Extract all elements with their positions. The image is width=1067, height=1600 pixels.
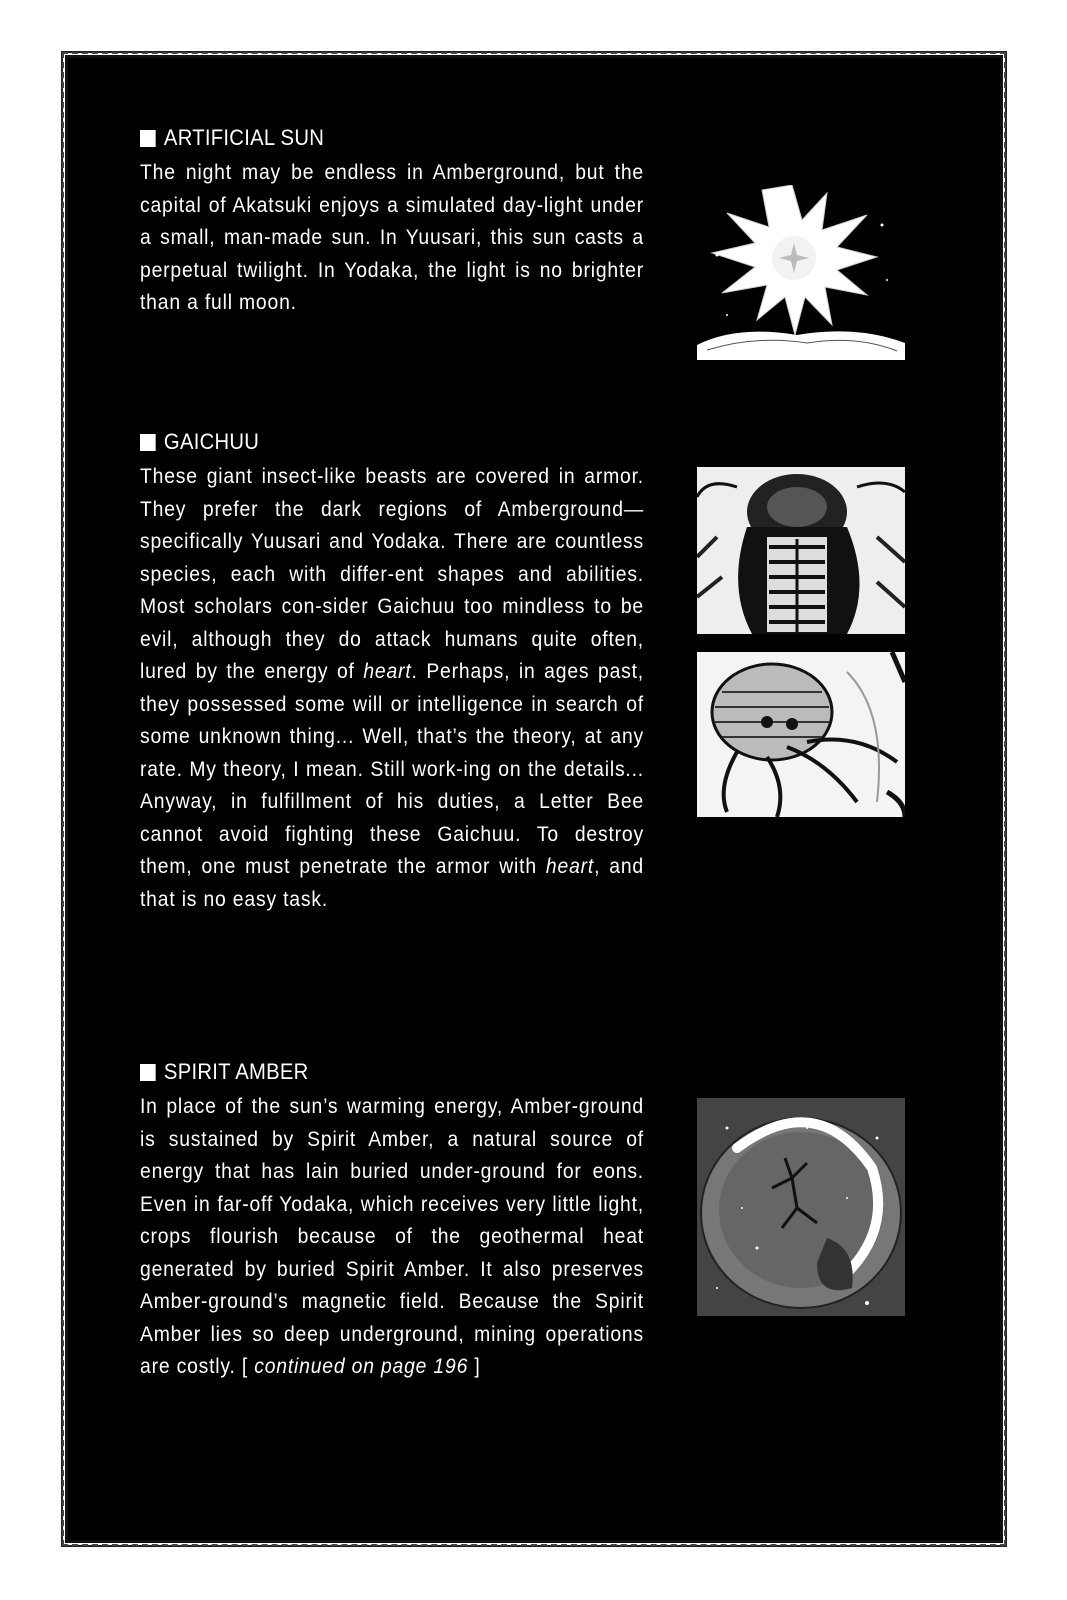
section-artificial-sun bbox=[140, 124, 645, 319]
section-body bbox=[140, 156, 645, 319]
gaichuu-illustration-top bbox=[697, 467, 905, 634]
section-body bbox=[140, 1090, 645, 1383]
body-paragraph: The night may be endless in Amberground, but the capital of Akatsuki enjoys a simulated day-light under a small, man-made sun. In Yuusari, this sun casts a perpetual twilight. In Yodaka, the light is no brighter than a full moon. bbox=[140, 160, 644, 314]
square-bullet-icon bbox=[140, 434, 156, 451]
section-heading bbox=[140, 428, 605, 456]
body-paragraph: In place of the sun’s warming energy, Amber-ground is sustained by Spirit Amber, a natural source of energy that has lain buried under-ground for eons. Even in far-off Yodaka, which receives very little light, crops flourish because of the geothermal heat generated by buried Spirit Amber. It also preserves Amber-ground’s magnetic field. Because the Spirit Amber lies so deep underground, mining operations are costly. [ continued on page 196 ] bbox=[140, 1094, 644, 1378]
heading-text: GAICHUU bbox=[163, 429, 260, 454]
square-bullet-icon bbox=[140, 130, 156, 147]
body-paragraph: These giant insect-like beasts are covered in armor. They prefer the dark regions of Amberground—specifically Yuusari and Yodaka. There are countless species, each with differ-ent shapes and abilities. Most scholars con-sider Gaichuu too mindless to be evil, although they do attack humans quite often, lured by the energy of heart. Perhaps, in ages past, they possessed some will or intelligence in search of some unknown thing... Well, that’s the theory, at any rate. My theory, I mean. Still work-ing on the details... Anyway, in fulfillment of his duties, a Letter Bee cannot avoid fighting these Gaichuu. To destroy them, one must penetrate the armor with heart, and that is no easy task. bbox=[140, 464, 644, 911]
square-bullet-icon bbox=[140, 1064, 156, 1081]
section-spirit-amber bbox=[140, 1058, 645, 1383]
section-gaichuu bbox=[140, 428, 645, 915]
section-body bbox=[140, 460, 645, 915]
heading-text: SPIRIT AMBER bbox=[163, 1059, 309, 1084]
heading-text: ARTIFICIAL SUN bbox=[163, 125, 325, 150]
gaichuu-illustration-bottom bbox=[697, 652, 905, 817]
section-heading bbox=[140, 1058, 605, 1086]
section-heading bbox=[140, 124, 605, 152]
spirit-amber-illustration bbox=[697, 1098, 905, 1316]
artificial-sun-illustration bbox=[697, 185, 905, 360]
continued-note: continued on page 196 bbox=[254, 1354, 469, 1378]
